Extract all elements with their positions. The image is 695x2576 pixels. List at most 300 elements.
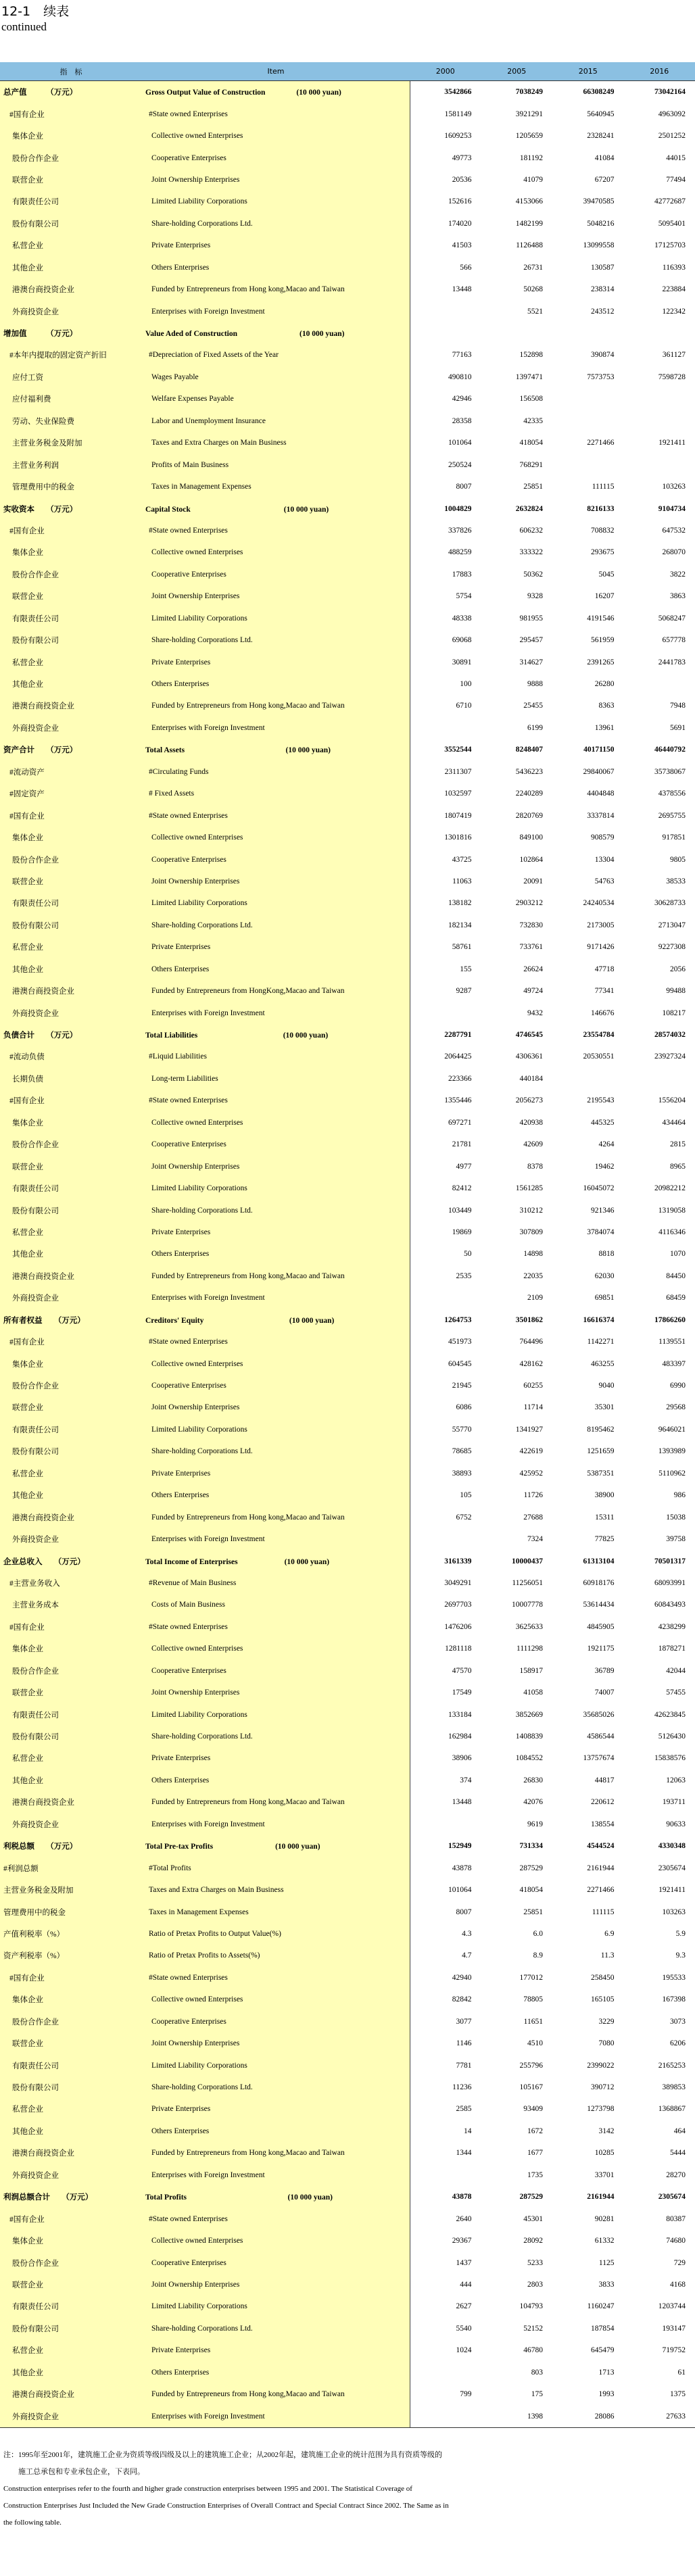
row-label-cn: 港澳台商投资企业	[0, 695, 142, 716]
table-row	[0, 1506, 695, 1528]
row-label-cn: 外商投资企业	[0, 1002, 142, 1023]
value-cell: 152949	[448, 1842, 472, 1851]
value-cell: 1437	[456, 2258, 472, 2267]
value-cell: 13448	[452, 1798, 472, 1807]
value-cell: 4586544	[587, 1732, 615, 1741]
row-label-cn: 私营企业	[0, 235, 142, 256]
value-cell: 1397471	[515, 372, 543, 381]
value-cell: 17883	[452, 570, 472, 579]
value-cell: 5233	[527, 2258, 543, 2267]
table-row	[0, 1770, 695, 1791]
value-cell: 17125703	[654, 241, 686, 250]
table-row	[0, 1177, 695, 1199]
table-row	[0, 651, 695, 673]
row-label-en: Private Enterprises	[142, 235, 410, 256]
value-cell: 41503	[452, 241, 472, 250]
value-cell: 6.9	[604, 1929, 615, 1938]
value-cell: 15038	[666, 1513, 686, 1522]
value-cell: 21945	[452, 1382, 472, 1390]
table-row	[0, 1879, 695, 1901]
row-label-cn: 股份有限公司	[0, 1726, 142, 1747]
row-label-cn: 集体企业	[0, 827, 142, 848]
value-cell: 25851	[523, 1907, 543, 1916]
value-cell: 4378556	[658, 789, 686, 798]
value-cell: 133184	[448, 1710, 472, 1719]
row-label-en: Enterprises with Foreign Investment	[142, 2164, 410, 2186]
value-cell: 1251659	[587, 1447, 615, 1456]
value-cell: 111115	[592, 1907, 615, 1916]
row-label-en: #Depreciation of Fixed Assets of the Year	[142, 344, 410, 366]
table-row	[0, 848, 695, 870]
value-cell: 1561285	[515, 1184, 543, 1193]
value-cell: 799	[460, 2390, 472, 2399]
value-cell: 4510	[527, 2039, 543, 2048]
value-cell: 193711	[662, 1798, 686, 1807]
value-cell: 566	[460, 263, 472, 272]
footnote-line: Construction Enterprises Just Included the New Grade Construction Enterprises of Overall Contract and Special Contract Since 2002. The Same as in	[3, 2502, 449, 2510]
table-row	[0, 2076, 695, 2098]
value-cell: 26280	[594, 680, 615, 689]
row-label-cn: 负债合计 （万元）	[0, 1024, 142, 1046]
value-cell: 9104734	[658, 504, 686, 513]
value-cell: 849100	[519, 833, 543, 842]
row-label-en: Others Enterprises	[142, 2120, 410, 2142]
value-cell: 82842	[452, 1995, 472, 2004]
value-cell: 1581149	[444, 110, 472, 118]
row-label-en: Funded by Entrepreneurs from Hong kong,Macao and Taiwan	[142, 695, 410, 716]
value-cell: 27688	[523, 1513, 543, 1522]
value-cell: 30628733	[654, 899, 686, 908]
row-label-cn: 私营企业	[0, 936, 142, 958]
row-label-cn: 私营企业	[0, 1221, 142, 1243]
value-cell: 15311	[595, 1513, 615, 1522]
row-label-en: Joint Ownership Enterprises	[142, 585, 410, 607]
value-cell: 250524	[448, 460, 472, 469]
table-row	[0, 1090, 695, 1111]
value-cell: 293675	[591, 548, 615, 557]
value-cell: 4238299	[658, 1622, 686, 1631]
row-label-en: Taxes and Extra Charges on Main Business	[142, 1879, 410, 1901]
value-cell: 42623845	[654, 1710, 686, 1719]
value-cell: 13757674	[583, 1754, 615, 1763]
value-cell: 195533	[662, 1973, 686, 1982]
row-label-en: Funded by Entrepreneurs from Hong kong,Macao and Taiwan	[142, 1791, 410, 1813]
row-label-en: Total Pre-tax Profits (10 000 yuan)	[142, 1835, 410, 1857]
value-cell: 657778	[662, 636, 686, 645]
table-row	[0, 871, 695, 892]
value-cell: 26830	[523, 1776, 543, 1784]
row-label-cn: #流动资产	[0, 761, 142, 783]
value-cell: 42940	[452, 1973, 472, 1982]
row-label-en: Private Enterprises	[142, 1221, 410, 1243]
value-cell: 35685026	[583, 1710, 615, 1719]
value-cell: 2271466	[587, 1886, 615, 1895]
value-cell: 138182	[448, 899, 472, 908]
value-cell: 162984	[448, 1732, 472, 1741]
value-cell: 11236	[452, 2083, 472, 2092]
value-cell: 1301816	[444, 833, 472, 842]
value-cell: 3863	[670, 592, 686, 601]
table-row	[0, 1747, 695, 1769]
row-label-cn: 有限责任公司	[0, 1419, 142, 1440]
table-row	[0, 1594, 695, 1615]
value-cell: 4264	[598, 1140, 615, 1149]
value-cell: 9805	[670, 855, 686, 864]
row-label-en: Joint Ownership Enterprises	[142, 2033, 410, 2054]
row-label-en: #Revenue of Main Business	[142, 1572, 410, 1594]
row-label-cn: 股份有限公司	[0, 2076, 142, 2098]
value-cell: 4191546	[587, 614, 615, 623]
row-label-cn: 长期负债	[0, 1068, 142, 1090]
value-cell: 13304	[594, 855, 615, 864]
table-row	[0, 169, 695, 191]
value-cell: 10285	[594, 2149, 615, 2158]
value-cell: 1355446	[444, 1096, 472, 1105]
value-cell: 47718	[594, 965, 615, 973]
value-cell: 5444	[670, 2149, 686, 2158]
row-label-en: Limited Liability Corporations	[142, 1419, 410, 1440]
table-row	[0, 388, 695, 410]
section-header-row	[0, 1024, 695, 1046]
row-label-cn: 股份合作企业	[0, 1660, 142, 1682]
value-cell	[410, 1002, 481, 1023]
row-label-cn: 实收资本 （万元）	[0, 497, 142, 519]
value-cell: 444	[460, 2280, 472, 2289]
value-cell: 420938	[519, 1118, 543, 1127]
row-label-en: Profits of Main Business	[142, 454, 410, 475]
value-cell: 45301	[523, 2214, 543, 2223]
value-cell: 13099558	[583, 241, 615, 250]
value-cell: 7598728	[658, 372, 686, 381]
row-label-cn: 总产值 （万元）	[0, 81, 142, 103]
row-label-en: Private Enterprises	[142, 2339, 410, 2361]
value-cell: 50362	[523, 570, 543, 579]
value-cell: 29840067	[583, 767, 615, 776]
row-label-en: Creditors' Equity (10 000 yuan)	[142, 1309, 410, 1331]
row-label-cn: 股份有限公司	[0, 915, 142, 936]
value-cell: 719752	[662, 2346, 686, 2355]
table-row	[0, 936, 695, 958]
table-row	[0, 804, 695, 826]
row-label-cn: 港澳台商投资企业	[0, 1265, 142, 1287]
value-cell: 5436223	[515, 767, 543, 776]
value-cell: 101064	[448, 1886, 472, 1895]
row-label-cn: 外商投资企业	[0, 1528, 142, 1550]
value-cell: 1408839	[515, 1732, 543, 1741]
value-cell: 3501862	[515, 1315, 543, 1324]
row-label-cn: 私营企业	[0, 651, 142, 673]
value-cell: 1556204	[658, 1096, 686, 1105]
table-body	[0, 81, 695, 2428]
value-cell	[481, 322, 553, 344]
value-cell: 418054	[519, 439, 543, 447]
value-cell: 155	[460, 965, 472, 973]
row-label-en: Funded by Entrepreneurs from Hong kong,Macao and Taiwan	[142, 278, 410, 300]
value-cell: 3822	[670, 570, 686, 579]
value-cell: 5.9	[675, 1929, 686, 1938]
value-cell: 58761	[452, 943, 472, 952]
row-label-cn: 私营企业	[0, 2339, 142, 2361]
value-cell: 165105	[591, 1995, 615, 2004]
row-label-en: Share-holding Corporations Ltd.	[142, 2076, 410, 2098]
value-cell: 40171150	[583, 746, 615, 754]
row-label-en: Labor and Unemployment Insurance	[142, 410, 410, 432]
row-label-en: Others Enterprises	[142, 673, 410, 695]
value-cell: 732830	[519, 921, 543, 929]
value-cell: 36789	[594, 1666, 615, 1675]
value-cell: 390712	[591, 2083, 615, 2092]
row-label-en: Others Enterprises	[142, 2362, 410, 2383]
footnotes	[3, 2447, 652, 2531]
row-label-cn: 主营业务利润	[0, 454, 142, 475]
header-year: 2000	[410, 62, 481, 81]
row-label-en: Collective owned Enterprises	[142, 1989, 410, 2010]
table-row	[0, 278, 695, 300]
row-label-en: Joint Ownership Enterprises	[142, 2274, 410, 2295]
row-label-en: Limited Liability Corporations	[142, 1177, 410, 1199]
value-cell: 1993	[598, 2390, 615, 2399]
value-cell	[624, 322, 695, 344]
value-cell: 2305674	[658, 2193, 686, 2202]
value-cell: 1111298	[517, 1645, 543, 1653]
value-cell: 5754	[456, 592, 472, 601]
table-row	[0, 717, 695, 739]
value-cell: 1921175	[587, 1645, 615, 1653]
table-row	[0, 125, 695, 147]
value-cell: 49773	[452, 153, 472, 162]
value-cell: 2271466	[587, 439, 615, 447]
value-cell: 238314	[591, 285, 615, 294]
value-cell: 69068	[452, 636, 472, 645]
value-cell: 5126430	[658, 1732, 686, 1741]
value-cell: 108217	[662, 1008, 686, 1017]
value-cell: 3833	[598, 2280, 615, 2289]
value-cell: 193147	[662, 2324, 686, 2333]
row-label-en: Cooperative Enterprises	[142, 1134, 410, 1155]
value-cell: 15838576	[654, 1754, 686, 1763]
row-label-en: Funded by Entrepreneurs from Hong kong,Macao and Taiwan	[142, 2142, 410, 2164]
value-cell: 23927324	[654, 1052, 686, 1061]
value-cell: 6199	[527, 723, 543, 732]
row-label-cn: 股份有限公司	[0, 1440, 142, 1462]
value-cell: 17549	[452, 1688, 472, 1697]
value-cell	[552, 454, 624, 475]
row-label-cn: 利税总额 （万元）	[0, 1835, 142, 1857]
value-cell: 28086	[552, 2405, 624, 2427]
row-label-cn: 联营企业	[0, 871, 142, 892]
value-cell: 5387351	[587, 1469, 615, 1478]
value-cell: 9328	[527, 592, 543, 601]
table-row	[0, 2362, 695, 2383]
value-cell: 103263	[662, 1907, 686, 1916]
row-label-cn: 私营企业	[0, 1747, 142, 1769]
table-row	[0, 1638, 695, 1659]
value-cell	[410, 1528, 481, 1550]
row-label-en: Enterprises with Foreign Investment	[142, 717, 410, 739]
row-label-cn: 股份合作企业	[0, 147, 142, 168]
table-row	[0, 147, 695, 168]
value-cell: 6.0	[533, 1929, 543, 1938]
row-label-en: Joint Ownership Enterprises	[142, 1682, 410, 1703]
value-cell: 21781	[452, 1140, 472, 1149]
value-cell: 729	[673, 2258, 686, 2267]
section-header-row	[0, 1309, 695, 1331]
row-label-cn: 外商投资企业	[0, 717, 142, 739]
row-label-cn: 联营企业	[0, 585, 142, 607]
table-row	[0, 103, 695, 124]
value-cell: 445325	[591, 1118, 615, 1127]
value-cell: 389853	[662, 2083, 686, 2092]
value-cell: 152898	[519, 351, 543, 360]
value-cell: 93409	[523, 2105, 543, 2114]
value-cell: 310212	[519, 1206, 543, 1215]
value-cell: 3921291	[515, 110, 543, 118]
row-label-cn: 股份合作企业	[0, 564, 142, 585]
value-cell: 5640945	[587, 110, 615, 118]
value-cell: 451973	[448, 1338, 472, 1346]
value-cell: 9432	[527, 1008, 543, 1017]
value-cell: 43878	[452, 2193, 472, 2202]
section-header-row	[0, 81, 695, 103]
value-cell: 9171426	[587, 943, 615, 952]
value-cell: 53614434	[583, 1601, 615, 1609]
value-cell: 2165253	[658, 2061, 686, 2070]
row-label-en: Enterprises with Foreign Investment	[142, 1287, 410, 1309]
value-cell	[410, 300, 481, 322]
table-row	[0, 980, 695, 1002]
value-cell: 440184	[519, 1074, 543, 1083]
value-cell: 41058	[523, 1688, 543, 1697]
footnote-line: the following table.	[3, 2519, 62, 2527]
value-cell: 5110962	[658, 1469, 686, 1478]
row-label-en: Others Enterprises	[142, 1770, 410, 1791]
row-label-cn: 联营企业	[0, 1682, 142, 1703]
row-label-en: Share-holding Corporations Ltd.	[142, 2318, 410, 2339]
row-label-cn: #本年内提取的固定资产折旧	[0, 344, 142, 366]
table-row	[0, 476, 695, 497]
row-label-en: Enterprises with Foreign Investment	[142, 1528, 410, 1550]
value-cell: 4544524	[587, 1842, 615, 1851]
row-label-en: Share-holding Corporations Ltd.	[142, 1199, 410, 1221]
value-cell: 2697703	[444, 1601, 472, 1609]
value-cell: 20530551	[583, 1052, 615, 1061]
value-cell: 255796	[519, 2061, 543, 2070]
value-cell: 3542866	[444, 88, 472, 97]
row-label-en: Total Assets (10 000 yuan)	[142, 739, 410, 760]
row-label-en: Share-holding Corporations Ltd.	[142, 1726, 410, 1747]
row-label-en: Collective owned Enterprises	[142, 2230, 410, 2252]
value-cell: 1024	[456, 2346, 472, 2355]
row-label-en: Enterprises with Foreign Investment	[142, 1814, 410, 1835]
value-cell: 9227308	[658, 943, 686, 952]
row-label-en: Joint Ownership Enterprises	[142, 871, 410, 892]
row-label-en: Long-term Liabilities	[142, 1068, 410, 1090]
value-cell: 3625633	[515, 1622, 543, 1631]
row-label-cn: 劳动、失业保险费	[0, 410, 142, 432]
value-cell: 44817	[594, 1776, 615, 1784]
value-cell: 30891	[452, 658, 472, 666]
table-row	[0, 454, 695, 475]
row-label-en: Private Enterprises	[142, 936, 410, 958]
value-cell: 26731	[523, 263, 543, 272]
value-cell: 11.3	[600, 1951, 615, 1960]
row-label-cn: 集体企业	[0, 2230, 142, 2252]
row-label-cn: 股份合作企业	[0, 1134, 142, 1155]
row-label-cn: 外商投资企业	[0, 300, 142, 322]
value-cell: 4845905	[587, 1622, 615, 1631]
value-cell: 731334	[519, 1842, 543, 1851]
value-cell: 1084552	[515, 1754, 543, 1763]
value-cell: 2820769	[515, 811, 543, 820]
row-label-en: Private Enterprises	[142, 1747, 410, 1769]
value-cell: 38533	[666, 877, 686, 885]
row-label-cn: 联营企业	[0, 2274, 142, 2295]
table-row	[0, 1199, 695, 1221]
value-cell: 10007778	[512, 1601, 543, 1609]
row-label-en: Others Enterprises	[142, 1243, 410, 1265]
value-cell: 2287791	[444, 1031, 472, 1040]
table-row	[0, 783, 695, 804]
row-label-en: Enterprises with Foreign Investment	[142, 1002, 410, 1023]
value-cell: 287529	[519, 1864, 543, 1872]
value-cell: 917851	[662, 833, 686, 842]
row-label-cn: #国有企业	[0, 804, 142, 826]
value-cell: 77494	[666, 175, 686, 184]
table-row	[0, 257, 695, 278]
value-cell: 28574032	[654, 1031, 686, 1040]
value-cell: 49724	[523, 987, 543, 996]
table-row	[0, 1572, 695, 1594]
row-label-cn: 主营业务税金及附加	[0, 1879, 142, 1901]
value-cell: 54763	[594, 877, 615, 885]
row-label-cn: 股份有限公司	[0, 2318, 142, 2339]
table-row	[0, 1068, 695, 1090]
table-row	[0, 1528, 695, 1550]
row-label-cn: 所有者权益 （万元）	[0, 1309, 142, 1331]
row-label-en: Limited Liability Corporations	[142, 2295, 410, 2317]
table-row	[0, 1660, 695, 1682]
value-cell: 29568	[666, 1403, 686, 1412]
row-label-en: Gross Output Value of Construction (10 000 yuan)	[142, 81, 410, 103]
value-cell: 7573753	[587, 372, 615, 381]
row-label-en: #Circulating Funds	[142, 761, 410, 783]
row-label-cn: 应付福利费	[0, 388, 142, 410]
table-row	[0, 213, 695, 235]
row-label-en: Collective owned Enterprises	[142, 827, 410, 848]
row-label-en: Funded by Entrepreneurs from Hong kong,Macao and Taiwan	[142, 1506, 410, 1528]
row-label-cn: 有限责任公司	[0, 892, 142, 914]
value-cell: 11726	[523, 1491, 543, 1500]
row-label-cn: 港澳台商投资企业	[0, 1791, 142, 1813]
value-cell: 2056273	[515, 1096, 543, 1105]
value-cell: 74007	[594, 1688, 615, 1697]
value-cell: 11256051	[512, 1578, 543, 1587]
row-label-cn: 集体企业	[0, 541, 142, 563]
table-row	[0, 1221, 695, 1243]
value-cell: 243512	[591, 307, 615, 316]
value-cell: 177012	[519, 1973, 543, 1982]
value-cell: 43878	[452, 1864, 472, 1872]
value-cell: 46780	[523, 2346, 543, 2355]
row-label-cn: 其他企业	[0, 2120, 142, 2142]
table-row	[0, 1287, 695, 1309]
section-header-row	[0, 1550, 695, 1572]
row-label-cn: 管理费用中的税金	[0, 1901, 142, 1922]
value-cell: 1264753	[444, 1315, 472, 1324]
value-cell: 130587	[591, 263, 615, 272]
row-label-en: Private Enterprises	[142, 651, 410, 673]
value-cell: 35738067	[654, 767, 686, 776]
